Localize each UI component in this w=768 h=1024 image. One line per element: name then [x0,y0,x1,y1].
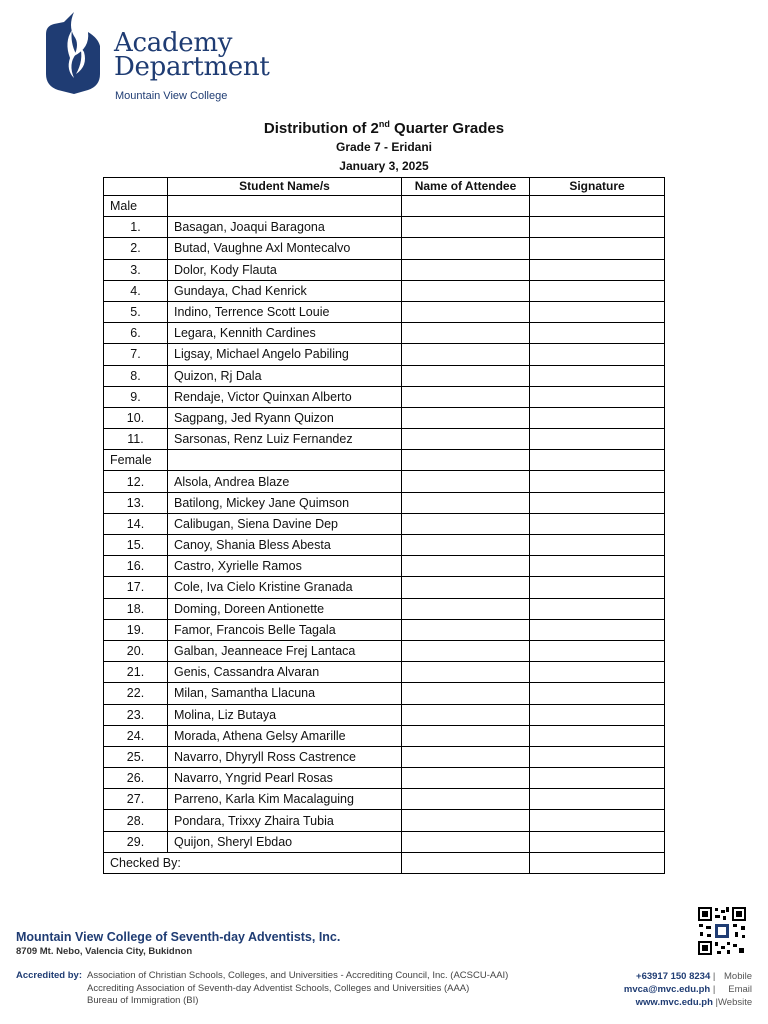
empty-cell [168,196,402,217]
contact-email[interactable]: mvca@mvc.edu.ph [623,983,711,995]
attendee-name-cell [402,831,530,852]
table-row [104,704,665,725]
student-number: 3. [104,259,168,280]
table-row [104,217,665,238]
student-number: 11. [104,429,168,450]
student-number: 23. [104,704,168,725]
attendee-name-cell [402,365,530,386]
attendee-name-cell [402,513,530,534]
date-subtitle: January 3, 2025 [339,159,429,173]
student-number: 25. [104,746,168,767]
signature-cell [530,259,665,280]
table-row [104,556,665,577]
logo-subtitle: Mountain View College [115,90,228,102]
attendee-name-cell [402,556,530,577]
header-attendee: Name of Attendee [402,178,530,196]
signature-cell [530,768,665,789]
signature-cell [530,365,665,386]
header-signature: Signature [530,178,665,196]
attendee-name-cell [402,662,530,683]
student-name: Butad, Vaughne Axl Montecalvo [168,238,402,259]
attendee-name-cell [402,704,530,725]
attendee-name-cell [402,598,530,619]
checked-by-row [104,852,665,873]
student-number: 24. [104,725,168,746]
contact-email-row: mvca@mvc.edu.ph | Email [623,983,752,995]
table-row [104,768,665,789]
accreditor-item: Accrediting Association of Seventh-day Adventist Schools, Colleges and Universities (AAA) [87,982,470,994]
student-number: 27. [104,789,168,810]
signature-cell [530,577,665,598]
section-label: Male [104,196,168,217]
section-label: Female [104,450,168,471]
checked-by-label: Checked By: [104,852,402,873]
contact-mobile-label: Mobile [724,971,752,982]
academy-logo [44,12,270,104]
signature-cell [530,704,665,725]
empty-cell [402,852,530,873]
header-student-name: Student Name/s [168,178,402,196]
contact-website-label: Website [718,996,753,1008]
signature-cell [530,301,665,322]
student-name: Indino, Terrence Scott Louie [168,301,402,322]
table-row [104,789,665,810]
contact-block [624,971,752,1009]
student-name: Genis, Cassandra Alvaran [168,662,402,683]
table-row [104,238,665,259]
student-name: Famor, Francois Belle Tagala [168,619,402,640]
student-name: Parreno, Karla Kim Macalaguing [168,789,402,810]
section-row [104,450,665,471]
student-number: 17. [104,577,168,598]
title-suffix: Quarter Grades [389,120,505,137]
table-header-row [104,178,665,196]
table-row [104,513,665,534]
student-name: Rendaje, Victor Quinxan Alberto [168,386,402,407]
page-title [0,119,768,137]
logo-title-line2: Department [114,52,270,82]
table-row [104,619,665,640]
section-row [104,196,665,217]
signature-cell [530,556,665,577]
table-row [104,323,665,344]
table-row [104,344,665,365]
student-number: 12. [104,471,168,492]
table-row [104,831,665,852]
attendee-name-cell [402,323,530,344]
signature-cell [530,513,665,534]
student-name: Calibugan, Siena Davine Dep [168,513,402,534]
accreditors-list [87,970,508,1008]
student-number: 22. [104,683,168,704]
table-row [104,386,665,407]
student-name: Milan, Samantha Llacuna [168,683,402,704]
table-row [104,471,665,492]
student-number: 20. [104,640,168,661]
accredited-by-label: Accredited by: [16,970,82,981]
table-row [104,725,665,746]
signature-cell [530,683,665,704]
student-name: Legara, Kennith Cardines [168,323,402,344]
signature-cell [530,217,665,238]
header-number [104,178,168,196]
signature-cell [530,789,665,810]
student-name: Navarro, Yngrid Pearl Rosas [168,768,402,789]
table-row [104,365,665,386]
student-number: 2. [104,238,168,259]
empty-cell [530,852,665,873]
contact-mobile-row: +63917 150 8234 | Mobile [636,971,752,982]
table-row [104,810,665,831]
student-name: Sarsonas, Renz Luiz Fernandez [168,429,402,450]
student-number: 15. [104,535,168,556]
signature-cell [530,662,665,683]
student-name: Gundaya, Chad Kenrick [168,280,402,301]
signature-cell [530,492,665,513]
student-number: 21. [104,662,168,683]
table-row [104,535,665,556]
student-number: 19. [104,619,168,640]
student-name: Morada, Athena Gelsy Amarille [168,725,402,746]
signature-cell [530,831,665,852]
student-number: 8. [104,365,168,386]
attendee-name-cell [402,683,530,704]
table-row [104,301,665,322]
student-name: Quijon, Sheryl Ebdao [168,831,402,852]
attendee-name-cell [402,746,530,767]
student-number: 1. [104,217,168,238]
table-row [104,746,665,767]
student-name: Doming, Doreen Antionette [168,598,402,619]
signature-cell [530,725,665,746]
attendee-name-cell [402,725,530,746]
contact-website[interactable]: www.mvc.edu.ph [635,996,713,1008]
student-name: Alsola, Andrea Blaze [168,471,402,492]
qr-code-icon [697,906,747,956]
attendee-name-cell [402,789,530,810]
accreditor-item: Association of Christian Schools, Colleges, and Universities - Accrediting Council, Inc. (ACSCU-AAI) [87,970,509,981]
empty-cell [402,450,530,471]
contact-email-label: Email [728,983,752,995]
attendee-name-cell [402,492,530,513]
title-prefix: Distribution of 2 [263,120,379,137]
student-number: 16. [104,556,168,577]
attendee-name-cell [402,217,530,238]
student-number: 26. [104,768,168,789]
student-name: Dolor, Kody Flauta [168,259,402,280]
attendee-name-cell [402,768,530,789]
contact-website-row: www.mvc.edu.ph |Website [635,996,753,1008]
class-subtitle: Grade 7 - Eridani [335,140,433,154]
attendee-name-cell [402,429,530,450]
grades-distribution-table [103,177,665,874]
attendee-name-cell [402,238,530,259]
student-number: 29. [104,831,168,852]
logo-title-line1: Academy [114,28,233,58]
table-body [104,196,665,874]
signature-cell [530,598,665,619]
footer-organization: Mountain View College of Seventh-day Adventists, Inc. [16,930,341,944]
student-number: 5. [104,301,168,322]
signature-cell [530,323,665,344]
empty-cell [530,196,665,217]
empty-cell [530,450,665,471]
signature-cell [530,471,665,492]
signature-cell [530,640,665,661]
table-row [104,662,665,683]
student-name: Navarro, Dhyryll Ross Castrence [168,746,402,767]
accreditor-item: Bureau of Immigration (BI) [87,995,199,1007]
student-name: Castro, Xyrielle Ramos [168,556,402,577]
student-name: Batilong, Mickey Jane Quimson [168,492,402,513]
title-superscript: nd [378,119,390,129]
flame-shield-icon [44,12,104,94]
signature-cell [530,810,665,831]
attendee-name-cell [402,577,530,598]
student-name: Pondara, Trixxy Zhaira Tubia [168,810,402,831]
table-row [104,429,665,450]
student-name: Sagpang, Jed Ryann Quizon [168,407,402,428]
signature-cell [530,280,665,301]
student-number: 28. [104,810,168,831]
student-name: Galban, Jeanneace Frej Lantaca [168,640,402,661]
attendee-name-cell [402,386,530,407]
attendee-name-cell [402,640,530,661]
empty-cell [402,196,530,217]
attendee-name-cell [402,535,530,556]
signature-cell [530,746,665,767]
student-number: 4. [104,280,168,301]
student-name: Basagan, Joaqui Baragona [168,217,402,238]
attendee-name-cell [402,810,530,831]
signature-cell [530,535,665,556]
attendee-name-cell [402,280,530,301]
table-row [104,598,665,619]
signature-cell [530,429,665,450]
student-name: Quizon, Rj Dala [168,365,402,386]
table-row [104,640,665,661]
attendee-name-cell [402,407,530,428]
signature-cell [530,619,665,640]
attendee-name-cell [402,471,530,492]
attendee-name-cell [402,259,530,280]
signature-cell [530,344,665,365]
table-row [104,492,665,513]
student-number: 9. [104,386,168,407]
table-row [104,683,665,704]
student-number: 6. [104,323,168,344]
table-row [104,259,665,280]
student-number: 7. [104,344,168,365]
table-row [104,407,665,428]
student-name: Cole, Iva Cielo Kristine Granada [168,577,402,598]
attendee-name-cell [402,301,530,322]
student-name: Canoy, Shania Bless Abesta [168,535,402,556]
attendee-name-cell [402,344,530,365]
empty-cell [168,450,402,471]
student-number: 18. [104,598,168,619]
contact-mobile: +63917 150 8234 [636,971,711,982]
student-name: Molina, Liz Butaya [168,704,402,725]
table-row [104,280,665,301]
signature-cell [530,238,665,259]
signature-cell [530,386,665,407]
attendee-name-cell [402,619,530,640]
footer-address: 8709 Mt. Nebo, Valencia City, Bukidnon [16,946,193,957]
table-row [104,577,665,598]
signature-cell [530,407,665,428]
student-number: 13. [104,492,168,513]
student-name: Ligsay, Michael Angelo Pabiling [168,344,402,365]
student-number: 14. [104,513,168,534]
student-number: 10. [104,407,168,428]
